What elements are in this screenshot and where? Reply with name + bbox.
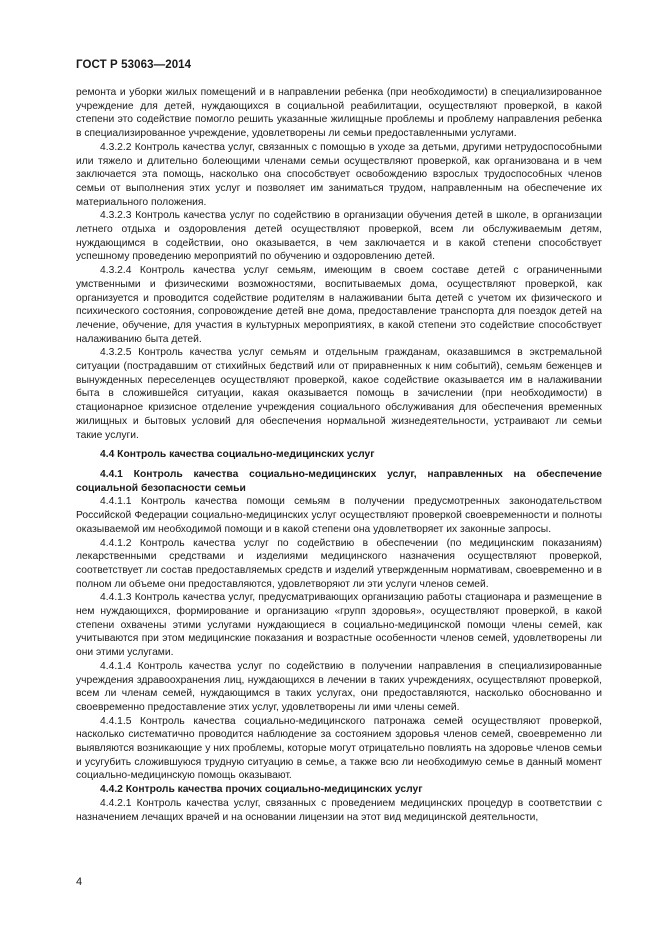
paragraph-4-3-2-4: 4.3.2.4 Контроль качества услуг семьям, имеющим в своем составе детей с ограниченными умственными и физическими возможностями, воспитываемых дома, осуществляют проверкой, как организуется и проводится содействие родителям в налаживании быта детей с учетом их физического и психического состояния, сопровождение детей вне дома, предоставление транспорта для поездок детей на лечение, обучение, для участия в культурных мероприятиях, в какой степени это содействие способствует налаживанию быта детей. bbox=[76, 265, 602, 345]
paragraph-4-4-1-4: 4.4.1.4 Контроль качества услуг по содействию в получении направления в специализированные учреждения здравоохранения лиц, нуждающихся в лечении в таких учреждениях, осуществляют проверкой, всем ли членам семей, нуждающимся в таких услугах, они предоставляются, насколько обоснованно и своевременно предоставление этих услуг, удовлетворены ли ими члены семей. bbox=[76, 660, 602, 713]
paragraph-4-3-2-3: 4.3.2.3 Контроль качества услуг по содействию в организации обучения детей в школе, в организации летнего отдыха и оздоровления детей осуществляют проверкой, всем ли обслуживаемым детям, нуждающимся в содействии, оно оказывается, в чем заключается и в какой степени способствует успешному проведению мероприятий по обучению и оздоровлению детей. bbox=[76, 210, 602, 263]
subsection-4-4-2-heading: 4.4.2 Контроль качества прочих социально-медицинских услуг bbox=[100, 784, 423, 796]
paragraph-4-4-1-5: 4.4.1.5 Контроль качества социально-медицинского патронажа семей осуществляют проверкой, насколько систематично проводится наблюдение за состоянием здоровья членов семей, своевременно ли выявляются возникающие у них проблемы, которые могут отрицательно повлиять на здоровье членов семьи и усугубить сложившуюся трудную ситуацию в семье, а также всю ли необходимую семье в данный момент социально-медицинскую помощь оказывают. bbox=[76, 715, 602, 782]
page-body bbox=[76, 86, 602, 824]
paragraph-4-4-1-2: 4.4.1.2 Контроль качества услуг по содействию в обеспечении (по медицинским показаниям) лекарственными средствами и изделиями медицинского назначения осуществляют проверкой, соответствует ли состав предоставляемых средств и изделий утвержденным нормативам, своевременно и в полном ли объеме они предоставляются, удовлетворяют ли эти услуги членов семей. bbox=[76, 537, 602, 590]
paragraph-4-4-1-1: 4.4.1.1 Контроль качества помощи семьям в получении предусмотренных законодательством Российской Федерации социально-медицинских услуг осуществляют проверкой своевременности и полноты оказываемой им необходимой помощи и в какой степени она удовлетворяет их законные запросы. bbox=[76, 496, 602, 535]
paragraph-4-3-2-5: 4.3.2.5 Контроль качества услуг семьям и отдельным гражданам, оказавшимся в экстремальной ситуации (пострадавшим от стихийных бедствий или от приравненных к ним событий), семьям беженцев и вынужденных переселенцев осуществляют проверкой, какое содействие оказывается им в налаживании быта в сложившейся ситуации, какая оказывается помощь в зачислении (при необходимости) в стационарное кризисное отделение учреждения социального обслуживания для обеспечения временных жилищных и бытовых условий для обеспечения нормальной жизнедеятельности, устраивают ли семьи такие услуги. bbox=[76, 347, 602, 441]
paragraph-4-3-2-2: 4.3.2.2 Контроль качества услуг, связанных с помощью в уходе за детьми, другими нетрудоспособными или тяжело и длительно болеющими членами семьи осуществляют проверкой, как организована и в чем заключается эта помощь, насколько она способствует освобождению взрослых трудоспособных членов семьи от выполнения этих услуг и позволяет им заниматься трудом, направленным на обеспечение их материального положения. bbox=[76, 141, 602, 208]
document-header: ГОСТ Р 53063—2014 bbox=[76, 59, 192, 71]
paragraph-continued: ремонта и уборки жилых помещений и в направлении ребенка (при необходимости) в специализированное учреждение для детей, нуждающихся в социальной реабилитации, осуществляют проверкой, в какой степени это содействие помогло решить указанные жилищные проблемы и проблему направления ребенка в специализированное учреждение, удовлетворены ли семьи предоставленными услугами. bbox=[76, 87, 602, 140]
section-4-4-heading: 4.4 Контроль качества социально-медицинских услуг bbox=[100, 449, 375, 461]
paragraph-4-4-1-3: 4.4.1.3 Контроль качества услуг, предусматривающих организацию работы стационара и размещение в нем нуждающихся, формирование и организацию «групп здоровья», осуществляют проверкой, в какой степени охвачены этими услугами нуждающиеся в социально-медицинской помощи члены семей, как учитываются при этом медицинские показания и возрастные особенности членов семей, удовлетворены ли они этими услугами. bbox=[76, 592, 602, 659]
page-number: 4 bbox=[76, 876, 83, 888]
subsection-4-4-1-heading: 4.4.1 Контроль качества социально-медицинских услуг, направленных на обеспечение социальной безопасности семьи bbox=[76, 468, 602, 494]
paragraph-4-4-2-1: 4.4.2.1 Контроль качества услуг, связанных с проведением медицинских процедур в соответствии с назначением лечащих врачей и на основании лицензии на этот вид медицинской деятельности, bbox=[76, 797, 602, 823]
